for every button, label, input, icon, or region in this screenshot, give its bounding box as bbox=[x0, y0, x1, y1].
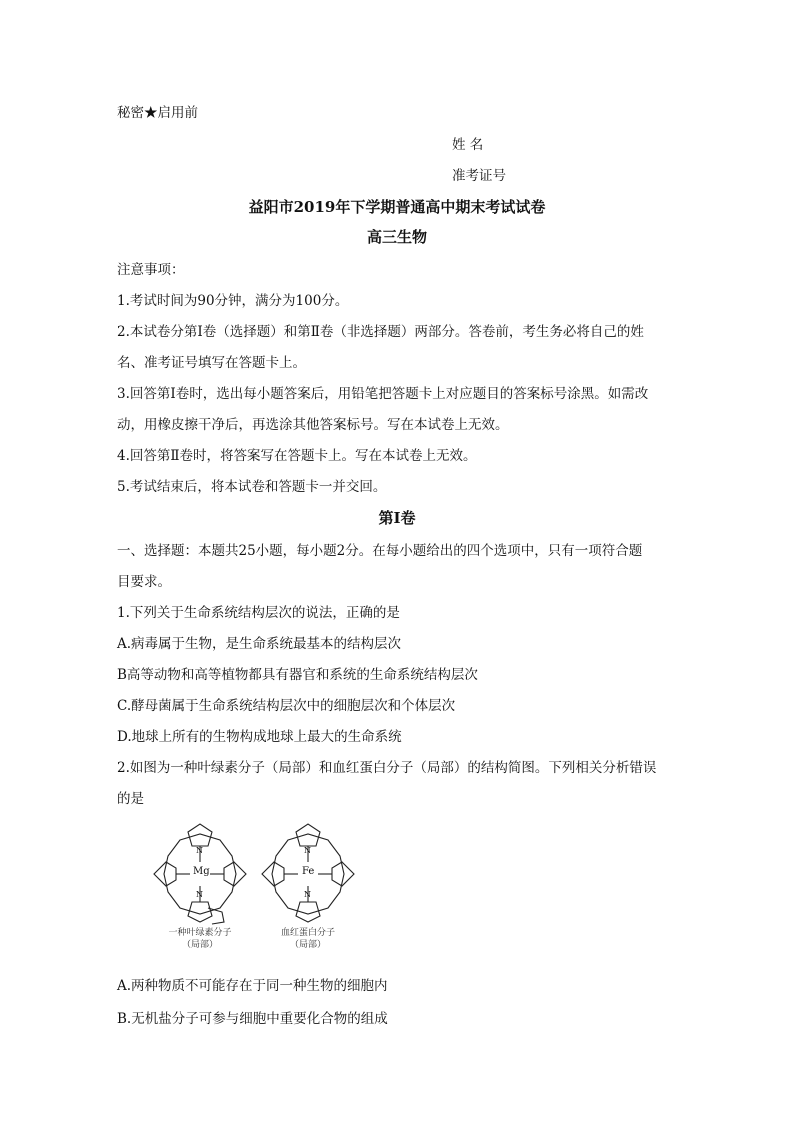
question-1-option-b: B高等动物和高等植物都具有器官和系统的生命系统结构层次 bbox=[117, 667, 478, 683]
notice-item: 4.回答第Ⅱ卷时，将答案写在答题卡上。写在本试卷上无效。 bbox=[117, 448, 477, 464]
notice-item: 1.考试时间为90分钟，满分为100分。 bbox=[117, 293, 349, 309]
section-instruction: 一、选择题：本题共25小题，每小题2分。在每小题给出的四个选项中，只有一项符合题 bbox=[117, 543, 643, 559]
chlorophyll-diagram bbox=[150, 822, 250, 957]
name-label: 姓 名 bbox=[452, 137, 484, 153]
question-2-option-b: B.无机盐分子可参与细胞中重要化合物的组成 bbox=[117, 1011, 388, 1027]
question-1-option-c: C.酵母菌属于生命系统结构层次中的细胞层次和个体层次 bbox=[117, 698, 456, 714]
porphyrin-figure bbox=[150, 822, 350, 957]
chlorophyll-caption: 一种叶绿素分子 bbox=[168, 928, 232, 938]
nitrogen-label: N bbox=[304, 890, 311, 899]
exam-subject: 高三生物 bbox=[366, 228, 427, 246]
nitrogen-label: N bbox=[196, 890, 203, 899]
magnesium-label: Mg bbox=[193, 866, 210, 877]
question-2-option-a: A.两种物质不可能存在于同一种生物的细胞内 bbox=[117, 978, 388, 994]
exam-id-label: 准考证号 bbox=[452, 168, 506, 184]
notice-item: 5.考试结束后，将本试卷和答题卡一并交回。 bbox=[117, 479, 387, 495]
notice-item: 动，用橡皮擦干净后，再选涂其他答案标号。写在本试卷上无效。 bbox=[117, 417, 509, 433]
iron-label: Fe bbox=[302, 866, 315, 877]
question-1-stem: 1.下列关于生命系统结构层次的说法，正确的是 bbox=[117, 605, 400, 621]
section-title: 第Ⅰ卷 bbox=[378, 509, 416, 527]
notice-item: 2.本试卷分第Ⅰ卷（选择题）和第Ⅱ卷（非选择题）两部分。答卷前，考生务必将自己的姓 bbox=[117, 324, 644, 340]
notice-item: 名、准考证号填写在答题卡上。 bbox=[117, 355, 306, 371]
exam-title: 益阳市2019年下学期普通高中期末考试试卷 bbox=[248, 198, 546, 216]
question-1-option-d: D.地球上所有的生物构成地球上最大的生命系统 bbox=[117, 729, 402, 745]
notice-item: 3.回答第Ⅰ卷时，选出每小题答案后，用铅笔把答题卡上对应题目的答案标号涂黑。如需改 bbox=[117, 386, 649, 402]
hemoglobin-diagram bbox=[258, 822, 358, 957]
question-2-stem: 的是 bbox=[117, 791, 144, 807]
hemoglobin-caption: 血红蛋白分子 bbox=[280, 928, 335, 938]
question-2-stem: 2.如图为一种叶绿素分子（局部）和血红蛋白分子（局部）的结构简图。下列相关分析错误 bbox=[117, 760, 657, 776]
confidential-mark: 秘密★启用前 bbox=[117, 105, 198, 121]
section-instruction: 目要求。 bbox=[117, 574, 171, 590]
notice-heading: 注意事项： bbox=[117, 262, 185, 278]
nitrogen-label: N bbox=[304, 846, 311, 855]
hemoglobin-caption-sub: （局部） bbox=[289, 940, 326, 950]
chlorophyll-caption-sub: （局部） bbox=[181, 940, 218, 950]
question-1-option-a: A.病毒属于生物，是生命系统最基本的结构层次 bbox=[117, 636, 402, 652]
nitrogen-label: N bbox=[196, 846, 203, 855]
